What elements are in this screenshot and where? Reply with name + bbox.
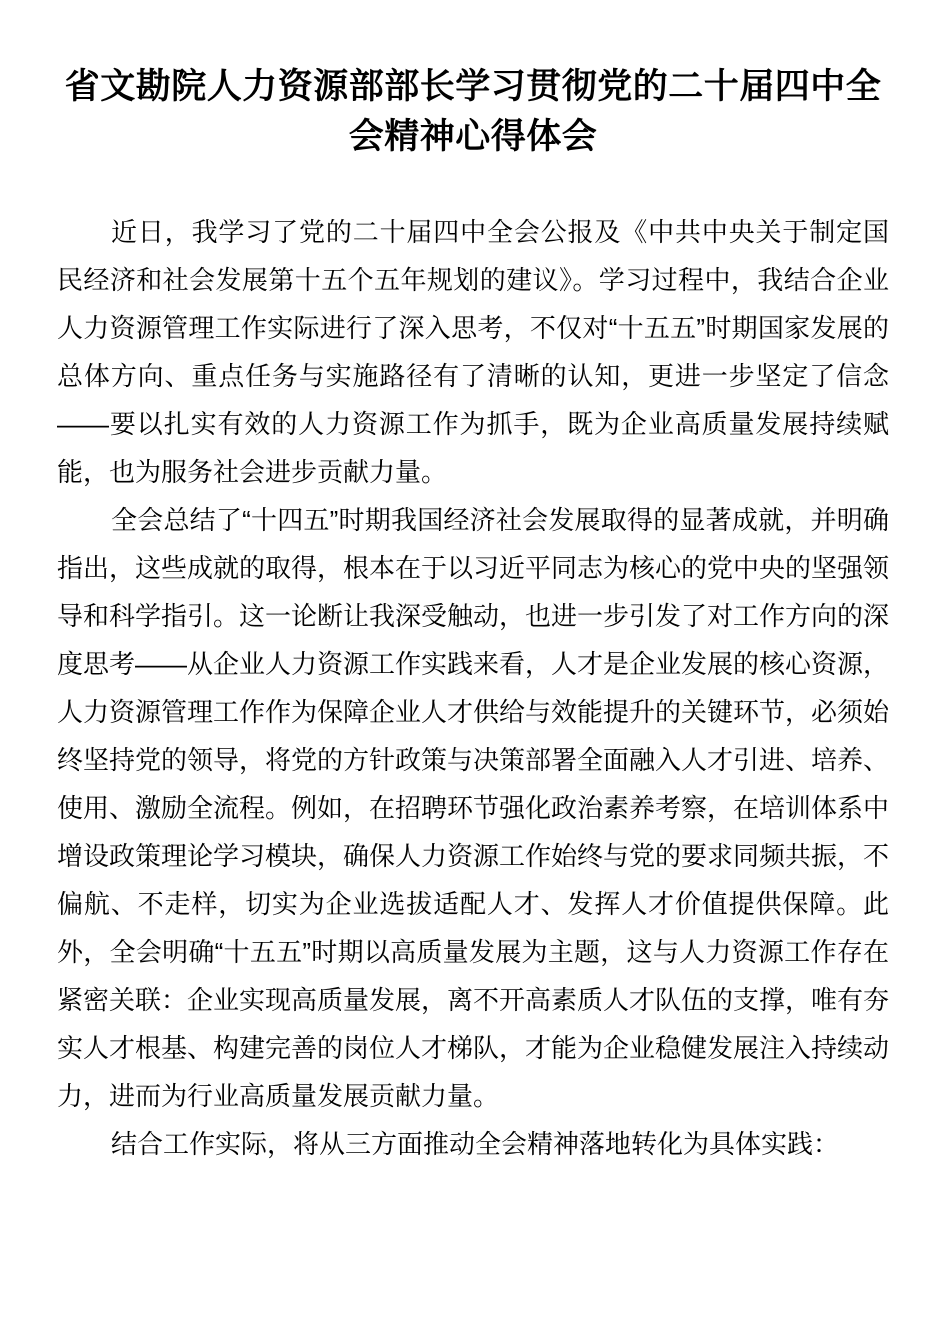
document-title: 省文勘院人力资源部部长学习贯彻党的二十届四中全会精神心得体会 bbox=[64, 67, 882, 156]
paragraph-2: 全会总结了“十四五”时期我国经济社会发展取得的显著成就，并明确指出，这些成就的取得，根本在于以习近平同志为核心的党中央的坚强领导和科学指引。这一论断让我深受触动，也进一步引发了对工作方向的深度思考——从企业人力资源工作实践来看，人才是企业发展的核心资源，人力资源管理工作作为保障企业人才供给与效能提升的关键环节，必须始终坚持党的领导，将党的方针政策与决策部署全面融入人才引进、培养、使用、激励全流程。例如，在招聘环节强化政治素养考察，在培训体系中增设政策理论学习模块，确保人力资源工作始终与党的要求同频共振，不偏航、不走样，切实为企业选拔适配人才、发挥人才价值提供保障。此外，全会明确“十五五”时期以高质量发展为主题，这与人力资源工作存在紧密关联：企业实现高质量发展，离不开高素质人才队伍的支撑，唯有夯实人才根基、构建完善的岗位人才梯队，才能为企业稳健发展注入持续动力，进而为行业高质量发展贡献力量。 bbox=[57, 505, 890, 1111]
document-body bbox=[57, 208, 889, 1168]
paragraph-3: 结合工作实际，将从三方面推动全会精神落地转化为具体实践： bbox=[111, 1129, 840, 1159]
paragraph-1: 近日，我学习了党的二十届四中全会公报及《中共中央关于制定国民经济和社会发展第十五个五年规划的建议》。学习过程中，我结合企业人力资源管理工作实际进行了深入思考，不仅对“十五五”时期国家发展的总体方向、重点任务与实施路径有了清晰的认知，更进一步坚定了信念——要以扎实有效的人力资源工作为抓手，既为企业高质量发展持续赋能，也为服务社会进步贡献力量。 bbox=[57, 217, 889, 487]
